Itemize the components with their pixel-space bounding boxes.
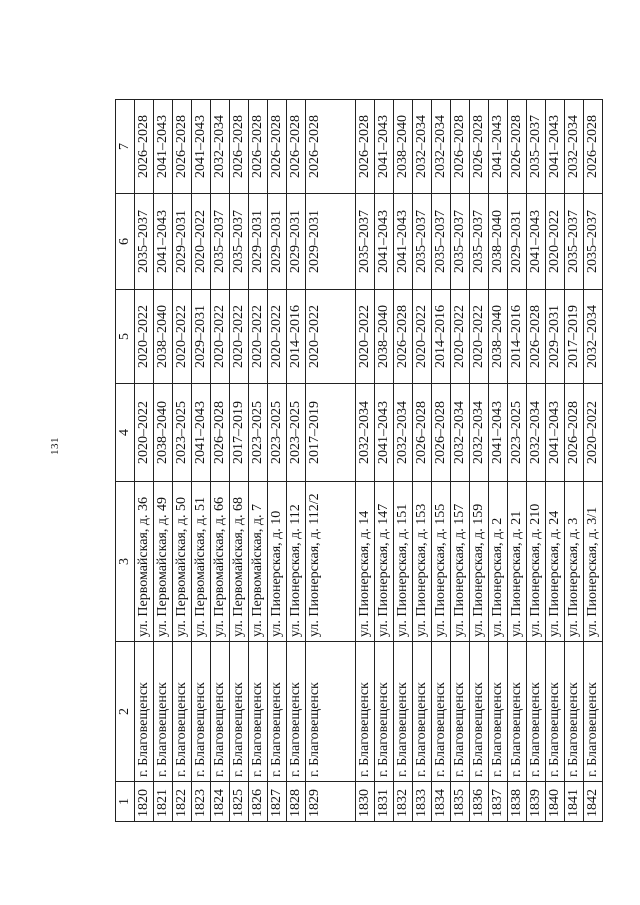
address-cell: ул. Пионерская, д. 210 [527, 482, 546, 642]
row-number-cell: 1822 [173, 782, 192, 822]
address-cell: ул. Пионерская, д. 112 [287, 482, 306, 642]
row-number-cell: 1839 [527, 782, 546, 822]
period-cell: 2032–2034 [413, 100, 432, 194]
table-row [230, 100, 249, 822]
address-cell: ул. Первомайская, д. 51 [192, 482, 211, 642]
city-cell: г. Благовещенск [508, 642, 527, 782]
period-cell: 2041–2043 [489, 100, 508, 194]
table-row [211, 100, 230, 822]
row-number-cell: 1824 [211, 782, 230, 822]
period-cell: 2023–2025 [268, 384, 287, 482]
address-cell: ул. Пионерская, д. 112/2 [306, 482, 356, 642]
table-row [489, 100, 508, 822]
header-cell: 3 [116, 482, 135, 642]
period-cell: 2041–2043 [192, 100, 211, 194]
period-cell: 2017–2019 [565, 290, 584, 384]
address-cell: ул. Первомайская, д. 68 [230, 482, 249, 642]
period-cell: 2035–2037 [135, 194, 154, 290]
period-cell: 2032–2034 [470, 384, 489, 482]
period-cell: 2026–2028 [306, 100, 356, 194]
city-cell: г. Благовещенск [356, 642, 375, 782]
row-number-cell: 1826 [249, 782, 268, 822]
period-cell: 2035–2037 [413, 194, 432, 290]
header-cell: 6 [116, 194, 135, 290]
period-cell: 2029–2031 [287, 194, 306, 290]
table-row [287, 100, 306, 822]
address-cell: ул. Пионерская, д. 159 [470, 482, 489, 642]
address-cell: ул. Пионерская, д. 14 [356, 482, 375, 642]
period-cell: 2017–2019 [306, 384, 356, 482]
city-cell: г. Благовещенск [451, 642, 470, 782]
row-number-cell: 1842 [584, 782, 603, 822]
city-cell: г. Благовещенск [584, 642, 603, 782]
period-cell: 2032–2034 [451, 384, 470, 482]
period-cell: 2020–2022 [546, 194, 565, 290]
address-cell: ул. Первомайская, д. 36 [135, 482, 154, 642]
city-cell: г. Благовещенск [268, 642, 287, 782]
period-cell: 2029–2031 [192, 290, 211, 384]
city-cell: г. Благовещенск [249, 642, 268, 782]
period-cell: 2014–2016 [287, 290, 306, 384]
page-number: 131 [49, 437, 61, 455]
period-cell: 2014–2016 [432, 290, 451, 384]
header-cell: 1 [116, 782, 135, 822]
period-cell: 2020–2022 [584, 384, 603, 482]
table-row [432, 100, 451, 822]
period-cell: 2035–2037 [451, 194, 470, 290]
period-cell: 2026–2028 [173, 100, 192, 194]
period-cell: 2017–2019 [230, 384, 249, 482]
period-cell: 2020–2022 [211, 290, 230, 384]
period-cell: 2026–2028 [584, 100, 603, 194]
period-cell: 2041–2043 [192, 384, 211, 482]
row-number-cell: 1841 [565, 782, 584, 822]
row-number-cell: 1821 [154, 782, 173, 822]
period-cell: 2023–2025 [508, 384, 527, 482]
header-cell: 5 [116, 290, 135, 384]
period-cell: 2020–2022 [173, 290, 192, 384]
table-row [154, 100, 173, 822]
period-cell: 2038–2040 [489, 290, 508, 384]
period-cell: 2038–2040 [394, 100, 413, 194]
period-cell: 2041–2043 [375, 100, 394, 194]
city-cell: г. Благовещенск [287, 642, 306, 782]
address-cell: ул. Пионерская, д. 157 [451, 482, 470, 642]
schedule-table [115, 99, 603, 822]
table-row [192, 100, 211, 822]
table-row [135, 100, 154, 822]
period-cell: 2032–2034 [565, 100, 584, 194]
period-cell: 2026–2028 [249, 100, 268, 194]
period-cell: 2035–2037 [356, 194, 375, 290]
city-cell: г. Благовещенск [470, 642, 489, 782]
period-cell: 2020–2022 [268, 290, 287, 384]
rotated-table-wrapper [115, 100, 600, 822]
period-cell: 2041–2043 [375, 384, 394, 482]
table-row [375, 100, 394, 822]
row-number-cell: 1840 [546, 782, 565, 822]
period-cell: 2035–2037 [432, 194, 451, 290]
table-row [508, 100, 527, 822]
row-number-cell: 1834 [432, 782, 451, 822]
city-cell: г. Благовещенск [192, 642, 211, 782]
address-cell: ул. Пионерская, д. 3/1 [584, 482, 603, 642]
address-cell: ул. Первомайская, д. 49 [154, 482, 173, 642]
period-cell: 2020–2022 [470, 290, 489, 384]
period-cell: 2041–2043 [489, 384, 508, 482]
period-cell: 2026–2028 [470, 100, 489, 194]
period-cell: 2026–2028 [451, 100, 470, 194]
city-cell: г. Благовещенск [211, 642, 230, 782]
period-cell: 2041–2043 [527, 194, 546, 290]
city-cell: г. Благовещенск [173, 642, 192, 782]
address-cell: ул. Пионерская, д. 21 [508, 482, 527, 642]
address-cell: ул. Первомайская, д. 7 [249, 482, 268, 642]
address-cell: ул. Пионерская, д. 147 [375, 482, 394, 642]
period-cell: 2035–2037 [527, 100, 546, 194]
period-cell: 2035–2037 [211, 194, 230, 290]
address-cell: ул. Пионерская, д. 24 [546, 482, 565, 642]
city-cell: г. Благовещенск [230, 642, 249, 782]
period-cell: 2029–2031 [268, 194, 287, 290]
row-number-cell: 1827 [268, 782, 287, 822]
period-cell: 2035–2037 [565, 194, 584, 290]
period-cell: 2032–2034 [211, 100, 230, 194]
row-number-cell: 1833 [413, 782, 432, 822]
row-number-cell: 1835 [451, 782, 470, 822]
city-cell: г. Благовещенск [546, 642, 565, 782]
row-number-cell: 1837 [489, 782, 508, 822]
period-cell: 2035–2037 [230, 194, 249, 290]
period-cell: 2020–2022 [249, 290, 268, 384]
row-number-cell: 1828 [287, 782, 306, 822]
table-row [565, 100, 584, 822]
city-cell: г. Благовещенск [306, 642, 356, 782]
period-cell: 2041–2043 [375, 194, 394, 290]
table-row [451, 100, 470, 822]
city-cell: г. Благовещенск [413, 642, 432, 782]
row-number-cell: 1832 [394, 782, 413, 822]
row-number-cell: 1831 [375, 782, 394, 822]
address-cell: ул. Пионерская, д. 2 [489, 482, 508, 642]
period-cell: 2035–2037 [584, 194, 603, 290]
period-cell: 2020–2022 [192, 194, 211, 290]
period-cell: 2020–2022 [230, 290, 249, 384]
address-cell: ул. Первомайская, д. 50 [173, 482, 192, 642]
period-cell: 2038–2040 [489, 194, 508, 290]
city-cell: г. Благовещенск [527, 642, 546, 782]
period-cell: 2032–2034 [432, 100, 451, 194]
period-cell: 2038–2040 [154, 384, 173, 482]
table-row [306, 100, 356, 822]
header-cell: 4 [116, 384, 135, 482]
table-row [173, 100, 192, 822]
period-cell: 2041–2043 [546, 384, 565, 482]
period-cell: 2026–2028 [432, 384, 451, 482]
city-cell: г. Благовещенск [135, 642, 154, 782]
period-cell: 2029–2031 [249, 194, 268, 290]
period-cell: 2026–2028 [356, 100, 375, 194]
row-number-cell: 1825 [230, 782, 249, 822]
period-cell: 2020–2022 [135, 290, 154, 384]
period-cell: 2026–2028 [413, 384, 432, 482]
row-number-cell: 1836 [470, 782, 489, 822]
period-cell: 2023–2025 [249, 384, 268, 482]
period-cell: 2026–2028 [211, 384, 230, 482]
row-number-cell: 1838 [508, 782, 527, 822]
period-cell: 2026–2028 [230, 100, 249, 194]
period-cell: 2041–2043 [546, 100, 565, 194]
period-cell: 2026–2028 [268, 100, 287, 194]
period-cell: 2038–2040 [375, 290, 394, 384]
table-row [546, 100, 565, 822]
period-cell: 2041–2043 [394, 194, 413, 290]
period-cell: 2041–2043 [154, 100, 173, 194]
row-number-cell: 1823 [192, 782, 211, 822]
table-row [470, 100, 489, 822]
period-cell: 2026–2028 [135, 100, 154, 194]
table-body [135, 100, 603, 822]
period-cell: 2020–2022 [306, 290, 356, 384]
period-cell: 2020–2022 [135, 384, 154, 482]
period-cell: 2014–2016 [508, 290, 527, 384]
header-cell: 7 [116, 100, 135, 194]
period-cell: 2026–2028 [508, 100, 527, 194]
address-cell: ул. Пионерская, д. 155 [432, 482, 451, 642]
table-row [413, 100, 432, 822]
period-cell: 2020–2022 [413, 290, 432, 384]
period-cell: 2023–2025 [173, 384, 192, 482]
address-cell: ул. Пионерская, д. 3 [565, 482, 584, 642]
address-cell: ул. Пионерская, д. 151 [394, 482, 413, 642]
address-cell: ул. Первомайская, д. 66 [211, 482, 230, 642]
row-number-cell: 1820 [135, 782, 154, 822]
city-cell: г. Благовещенск [432, 642, 451, 782]
table-row [527, 100, 546, 822]
period-cell: 2023–2025 [287, 384, 306, 482]
period-cell: 2026–2028 [565, 384, 584, 482]
period-cell: 2035–2037 [470, 194, 489, 290]
period-cell: 2032–2034 [356, 384, 375, 482]
period-cell: 2032–2034 [394, 384, 413, 482]
period-cell: 2029–2031 [546, 290, 565, 384]
city-cell: г. Благовещенск [375, 642, 394, 782]
period-cell: 2029–2031 [508, 194, 527, 290]
city-cell: г. Благовещенск [565, 642, 584, 782]
city-cell: г. Благовещенск [154, 642, 173, 782]
period-cell: 2026–2028 [394, 290, 413, 384]
table-row [584, 100, 603, 822]
period-cell: 2020–2022 [451, 290, 470, 384]
city-cell: г. Благовещенск [394, 642, 413, 782]
period-cell: 2041–2043 [154, 194, 173, 290]
period-cell: 2029–2031 [306, 194, 356, 290]
address-cell: ул. Пионерская, д. 153 [413, 482, 432, 642]
table-row [394, 100, 413, 822]
table-row [356, 100, 375, 822]
period-cell: 2032–2034 [584, 290, 603, 384]
table-row [249, 100, 268, 822]
period-cell: 2029–2031 [173, 194, 192, 290]
period-cell: 2026–2028 [287, 100, 306, 194]
period-cell: 2032–2034 [527, 384, 546, 482]
row-number-cell: 1829 [306, 782, 356, 822]
row-number-cell: 1830 [356, 782, 375, 822]
header-cell: 2 [116, 642, 135, 782]
header-row [116, 100, 135, 822]
period-cell: 2026–2028 [527, 290, 546, 384]
address-cell: ул. Пионерская, д. 10 [268, 482, 287, 642]
table-row [268, 100, 287, 822]
period-cell: 2038–2040 [154, 290, 173, 384]
period-cell: 2020–2022 [356, 290, 375, 384]
city-cell: г. Благовещенск [489, 642, 508, 782]
